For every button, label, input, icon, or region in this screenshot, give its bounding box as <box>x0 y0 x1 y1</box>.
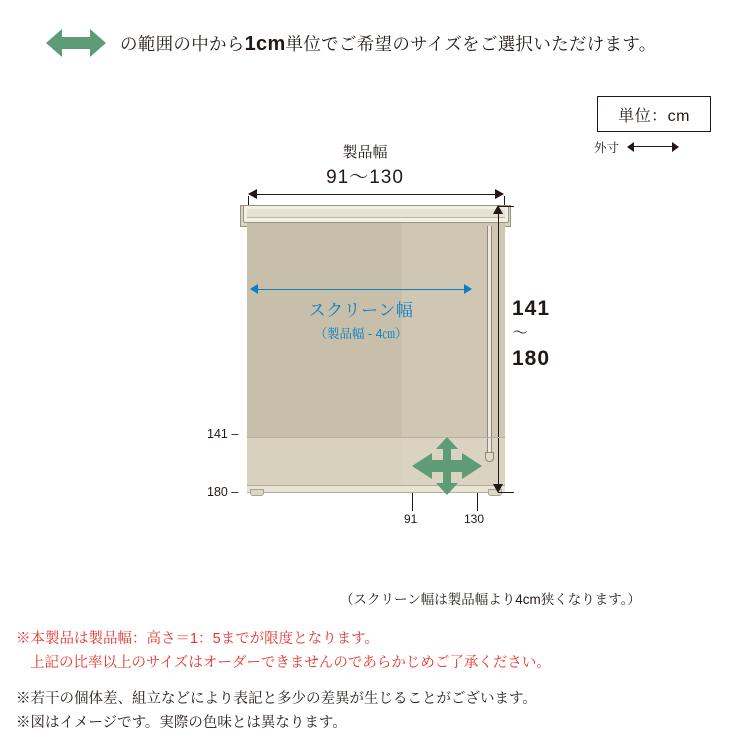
black-note-line1: ※若干の個体差、組立などにより表記と多少の差異が生じることがございます。 <box>16 691 537 707</box>
bottom-weight-left <box>250 489 264 496</box>
outer-dimension-label: 外寸 <box>594 141 620 155</box>
bottom-tick-130 <box>477 493 478 511</box>
red-note-line2: 上記の比率以上のサイズはオーダーできませんのであらかじめご了承ください。 <box>30 654 551 671</box>
height-tick-bottom <box>498 492 514 493</box>
screen-width-note <box>340 588 641 608</box>
height-range-label <box>512 295 582 373</box>
header-row <box>46 26 657 60</box>
height-dimension-arrow <box>492 205 506 493</box>
product-width-label <box>250 142 480 191</box>
left-tick-text-141: 141 – <box>207 427 239 441</box>
red-note-line1: ※本製品は製品幅：高さ＝1：5までが限度となります。 <box>16 631 379 647</box>
product-width-title: 製品幅 <box>342 144 388 161</box>
unit-box-label: 単位：cm <box>618 107 690 125</box>
screen-width-note-text: （スクリーン幅は製品幅より4cm狭くなります。） <box>340 592 641 607</box>
header-text-after: 単位でご希望のサイズをご選択いただけます。 <box>285 33 657 54</box>
bottom-tick-label-91 <box>404 512 417 526</box>
double-horizontal-arrow-icon <box>46 26 106 60</box>
height-min: 141 <box>512 297 551 320</box>
black-note-line2: ※図はイメージです。実際の色味とは異なります。 <box>16 714 347 731</box>
bottom-tick-text-91: 91 <box>404 512 418 526</box>
headrail-inner <box>247 209 505 218</box>
left-tick-label-141 <box>207 427 238 441</box>
left-tick-text-180: 180 – <box>207 485 239 499</box>
unit-box <box>597 96 711 132</box>
height-tilde: 〜 <box>512 325 530 343</box>
screen-width-subtitle: （製品幅 - 4㎝） <box>314 327 408 341</box>
black-notes <box>16 688 537 736</box>
screen-width-label <box>252 296 470 342</box>
height-tick-top <box>498 206 514 207</box>
screen-width-dimension-arrow <box>250 284 472 296</box>
header-text <box>120 31 657 56</box>
height-max: 180 <box>512 346 551 370</box>
header-text-before: の範囲の中から <box>120 33 245 54</box>
four-way-arrow-icon <box>412 437 482 495</box>
screen-width-title: スクリーン幅 <box>308 301 414 320</box>
header-emphasis: 1cm <box>244 32 286 55</box>
bottom-tick-text-130: 130 <box>464 512 485 526</box>
left-tick-label-180 <box>207 485 238 499</box>
bottom-tick-91 <box>412 493 413 511</box>
outer-dimension <box>594 136 712 158</box>
bottom-tick-label-130 <box>464 512 484 526</box>
top-width-dimension-arrow <box>248 188 504 202</box>
horizontal-arrow-icon <box>627 141 679 153</box>
product-width-range: 91〜130 <box>326 166 404 188</box>
red-notes <box>16 628 551 676</box>
